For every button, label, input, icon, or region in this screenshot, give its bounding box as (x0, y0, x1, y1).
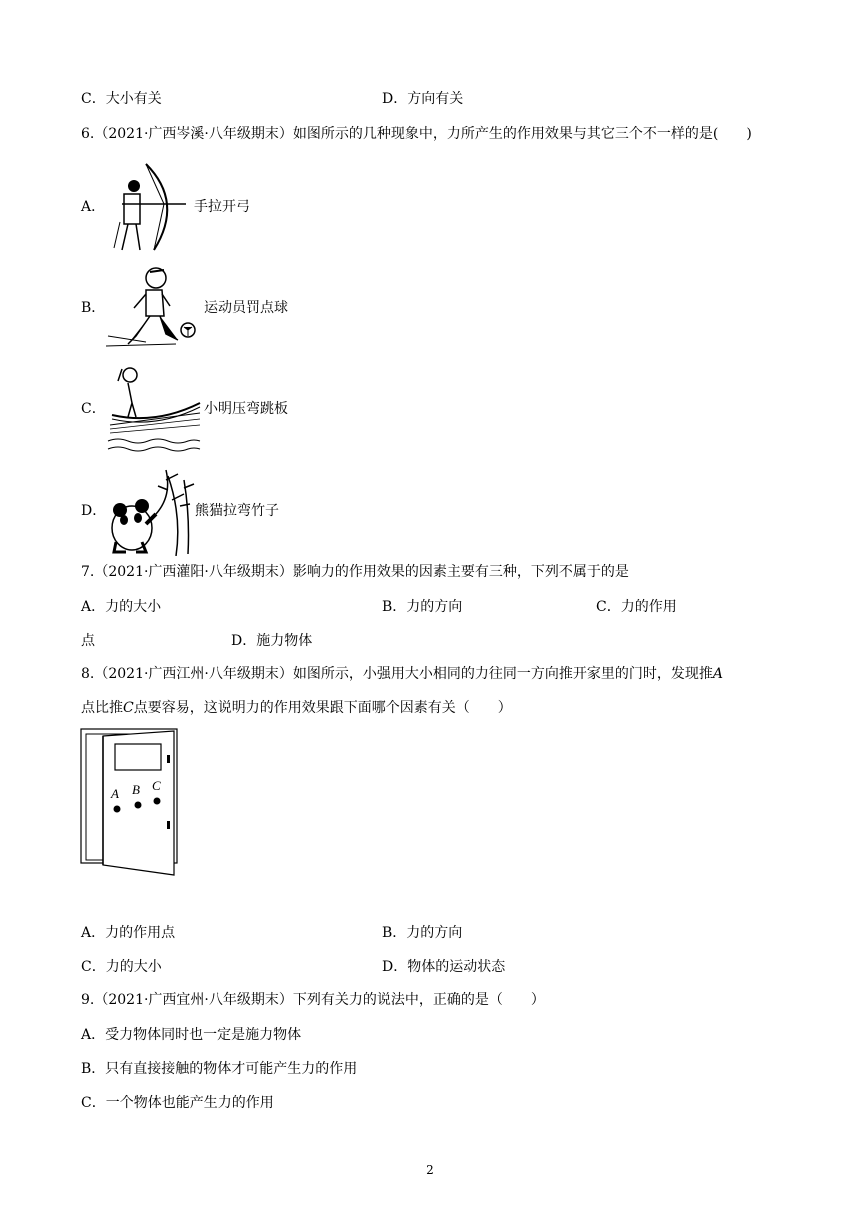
door-label-a: A (111, 786, 119, 801)
panda-bending-bamboo-icon (106, 466, 196, 556)
door-label-c: C (152, 778, 161, 793)
q6-option-b-letter: B． (81, 300, 106, 316)
player-kicking-ball-icon (106, 264, 202, 354)
q7-option-b: B．力的方向 (382, 599, 463, 615)
q8-stem-line-1-text: 8.（2021·广西江州·八年级期末）如图所示，小强用大小相同的力往同一方向推开家里的门时，发现推 (81, 666, 713, 682)
diver-bending-springboard-icon (106, 363, 202, 457)
q9-option-a: A．受力物体同时也一定是施力物体 (81, 1027, 302, 1043)
q7-option-c-part1: C．力的作用 (596, 599, 677, 615)
q6-option-a-letter: A． (81, 199, 106, 215)
door-figure (79, 727, 181, 879)
q9-option-c: C．一个物体也能产生力的作用 (81, 1095, 274, 1111)
q6-option-a-caption: 手拉开弓 (194, 199, 250, 215)
q5-option-c: C．大小有关 (81, 91, 162, 107)
q8-option-a: A．力的作用点 (81, 925, 176, 941)
q8-option-c: C．力的大小 (81, 959, 162, 975)
q7-option-d: D．施力物体 (231, 633, 313, 649)
q8-stem-line-2-suffix: 点要容易，这说明力的作用效果跟下面哪个因素有关（ ） (133, 700, 512, 716)
q8-stem-var-a: A (712, 666, 724, 682)
q7-option-c-part2: 点 (81, 633, 95, 649)
q8-option-d: D．物体的运动状态 (382, 959, 506, 975)
q6-option-c-letter: C． (81, 401, 106, 417)
q8-stem-line-1 (81, 664, 723, 684)
q6-option-d-caption: 熊猫拉弯竹子 (195, 503, 279, 519)
q8-stem-line-2 (81, 698, 512, 718)
q7-option-a: A．力的大小 (81, 599, 162, 615)
q8-option-b: B．力的方向 (382, 925, 463, 941)
q6-option-b-caption: 运动员罚点球 (204, 300, 288, 316)
q8-stem-var-c: C (123, 700, 134, 716)
door-label-b: B (132, 782, 140, 797)
q6-option-d-letter: D． (81, 503, 107, 519)
q5-option-d: D．方向有关 (382, 91, 464, 107)
q6-option-c-caption: 小明压弯跳板 (204, 401, 288, 417)
q9-option-b: B．只有直接接触的物体才可能产生力的作用 (81, 1061, 358, 1077)
q9-stem: 9.（2021·广西宜州·八年级期末）下列有关力的说法中，正确的是（ ） (81, 992, 545, 1008)
q8-stem-line-2-prefix: 点比推 (81, 700, 123, 716)
q7-stem: 7.（2021·广西灌阳·八年级期末）影响力的作用效果的因素主要有三种，下列不属于的是 (81, 564, 629, 580)
page-number: 2 (426, 1163, 434, 1177)
q6-stem: 6.（2021·广西岑溪·八年级期末）如图所示的几种现象中，力所产生的作用效果与其它三个不一样的是( ) (81, 126, 752, 142)
archer-drawing-bow-icon (106, 160, 190, 254)
